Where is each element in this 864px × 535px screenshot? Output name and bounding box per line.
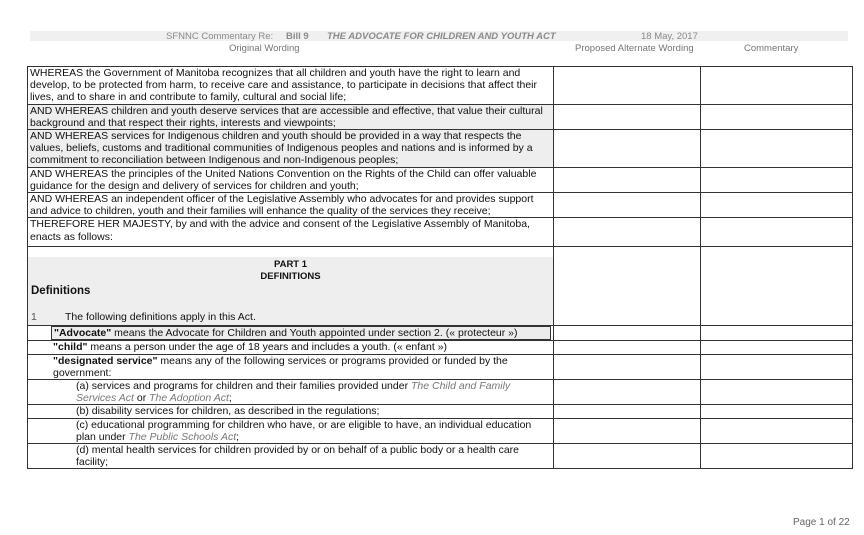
commentary-cell[interactable]: [701, 218, 853, 246]
proposed-cell[interactable]: [554, 218, 701, 246]
header-bill: Bill 9: [286, 31, 309, 42]
table-row: [28, 380, 853, 405]
proposed-cell[interactable]: [554, 246, 701, 325]
part-block: [28, 257, 553, 325]
definition-text: means a person under the age of 18 years and includes a youth. (« enfant »): [87, 341, 448, 354]
header-title: THE ADVOCATE FOR CHILDREN AND YOUTH ACT: [327, 31, 556, 42]
proposed-cell[interactable]: [554, 354, 701, 379]
term: "Advocate": [54, 327, 112, 340]
term: "designated service": [53, 354, 158, 367]
table-row: [28, 167, 853, 192]
original-cell: AND WHEREAS children and youth deserve services that are accessible and effective, that value their cultural background and that respect their rights, interests and viewpoints;: [28, 104, 554, 129]
commentary-table: [27, 66, 853, 469]
clause-text: ;: [236, 430, 240, 443]
proposed-cell[interactable]: [554, 418, 701, 443]
original-cell: [28, 326, 554, 341]
table-row: [28, 326, 853, 341]
original-cell: THEREFORE HER MAJESTY, by and with the advice and consent of the Legislative Assembly of Manitoba, enacts as follows:: [28, 218, 554, 246]
definition-text: means the Advocate for Children and Youth appointed under section 2. (« protecteur »): [111, 327, 518, 340]
section-text: The following definitions apply in this Act.: [65, 311, 256, 324]
definition-advocate: [51, 326, 551, 340]
table-row: [28, 104, 853, 129]
commentary-cell[interactable]: [701, 130, 853, 168]
proposed-cell[interactable]: [554, 341, 701, 354]
table-row: [28, 193, 853, 218]
commentary-cell[interactable]: [701, 246, 853, 325]
definitions-heading: Definitions: [31, 284, 91, 297]
table-row: [28, 246, 853, 325]
commentary-cell[interactable]: [701, 418, 853, 443]
clause-text: (a) services and programs for children and their families provided under: [76, 380, 411, 393]
section-number: 1: [31, 311, 37, 324]
commentary-cell[interactable]: [701, 167, 853, 192]
part-title: DEFINITIONS: [260, 270, 321, 282]
table-row: [28, 218, 853, 246]
part-label: PART 1: [273, 258, 308, 270]
original-cell: (d) mental health services for children provided by or on behalf of a public body or a health care facility;: [28, 444, 554, 469]
original-cell: (b) disability services for children, as described in the regulations;: [28, 405, 554, 418]
clause-text: or: [133, 392, 150, 405]
definition-text: means any of the following services or programs provided or funded by the government:: [53, 354, 508, 379]
commentary-cell[interactable]: [701, 444, 853, 469]
table-row: [28, 130, 853, 168]
original-cell: AND WHEREAS the principles of the United Nations Convention on the Rights of the Child can offer valuable guidance for the design and delivery of services for children and youth;: [28, 167, 554, 192]
column-header-commentary: Commentary: [744, 43, 799, 54]
original-cell: WHEREAS the Government of Manitoba recognizes that all children and youth have the right to learn and develop, to be protected from harm, to receive care and assistance, to participate in decisions that affect their lives, and to share in and contribute to family, cultural and social life;: [28, 67, 554, 105]
proposed-cell[interactable]: [554, 130, 701, 168]
section-1: [31, 311, 550, 323]
commentary-cell[interactable]: [701, 405, 853, 418]
original-cell: [28, 418, 554, 443]
original-cell: [28, 354, 554, 379]
table-row: [28, 418, 853, 443]
table-row: [28, 67, 853, 105]
commentary-cell[interactable]: [701, 326, 853, 341]
clause-text: (c) educational programming for children who have, or are eligible to have, an individual education plan under: [76, 418, 532, 443]
commentary-cell[interactable]: [701, 341, 853, 354]
table-row: [28, 341, 853, 354]
original-cell: [28, 246, 554, 325]
term: "child": [53, 341, 88, 354]
page-number: Page 1 of 22: [793, 517, 850, 528]
column-header-proposed: Proposed Alternate Wording: [575, 43, 694, 54]
commentary-cell[interactable]: [701, 67, 853, 105]
table-row: [28, 354, 853, 379]
header-prefix: SFNNC Commentary Re:: [166, 31, 274, 42]
column-header-original: Original Wording: [229, 43, 300, 54]
proposed-cell[interactable]: [554, 104, 701, 129]
commentary-cell[interactable]: [701, 193, 853, 218]
header-date: 18 May, 2017: [641, 31, 698, 42]
commentary-cell[interactable]: [701, 104, 853, 129]
proposed-cell[interactable]: [554, 444, 701, 469]
table-row: [28, 444, 853, 469]
act-reference: The Child and Family Services Act: [76, 380, 511, 405]
act-reference: The Public Schools Act: [128, 430, 237, 443]
proposed-cell[interactable]: [554, 193, 701, 218]
table-row: [28, 405, 853, 418]
proposed-cell[interactable]: [554, 326, 701, 341]
commentary-cell[interactable]: [701, 380, 853, 405]
commentary-cell[interactable]: [701, 354, 853, 379]
proposed-cell[interactable]: [554, 167, 701, 192]
clause-text: ;: [228, 392, 232, 405]
original-cell: AND WHEREAS an independent officer of the Legislative Assembly who advocates for and provides support and advice to children, youth and their families will enhance the quality of the services they receive;: [28, 193, 554, 218]
proposed-cell[interactable]: [554, 405, 701, 418]
proposed-cell[interactable]: [554, 67, 701, 105]
original-cell: [28, 341, 554, 354]
original-cell: AND WHEREAS services for Indigenous children and youth should be provided in a way that respects the values, beliefs, customs and traditional communities of Indigenous peoples and nations and is informed by a commitment to reconciliation between Indigenous and non-Indigenous peoples;: [28, 130, 554, 168]
act-reference: The Adoption Act: [149, 392, 229, 405]
proposed-cell[interactable]: [554, 380, 701, 405]
original-cell: [28, 380, 554, 405]
